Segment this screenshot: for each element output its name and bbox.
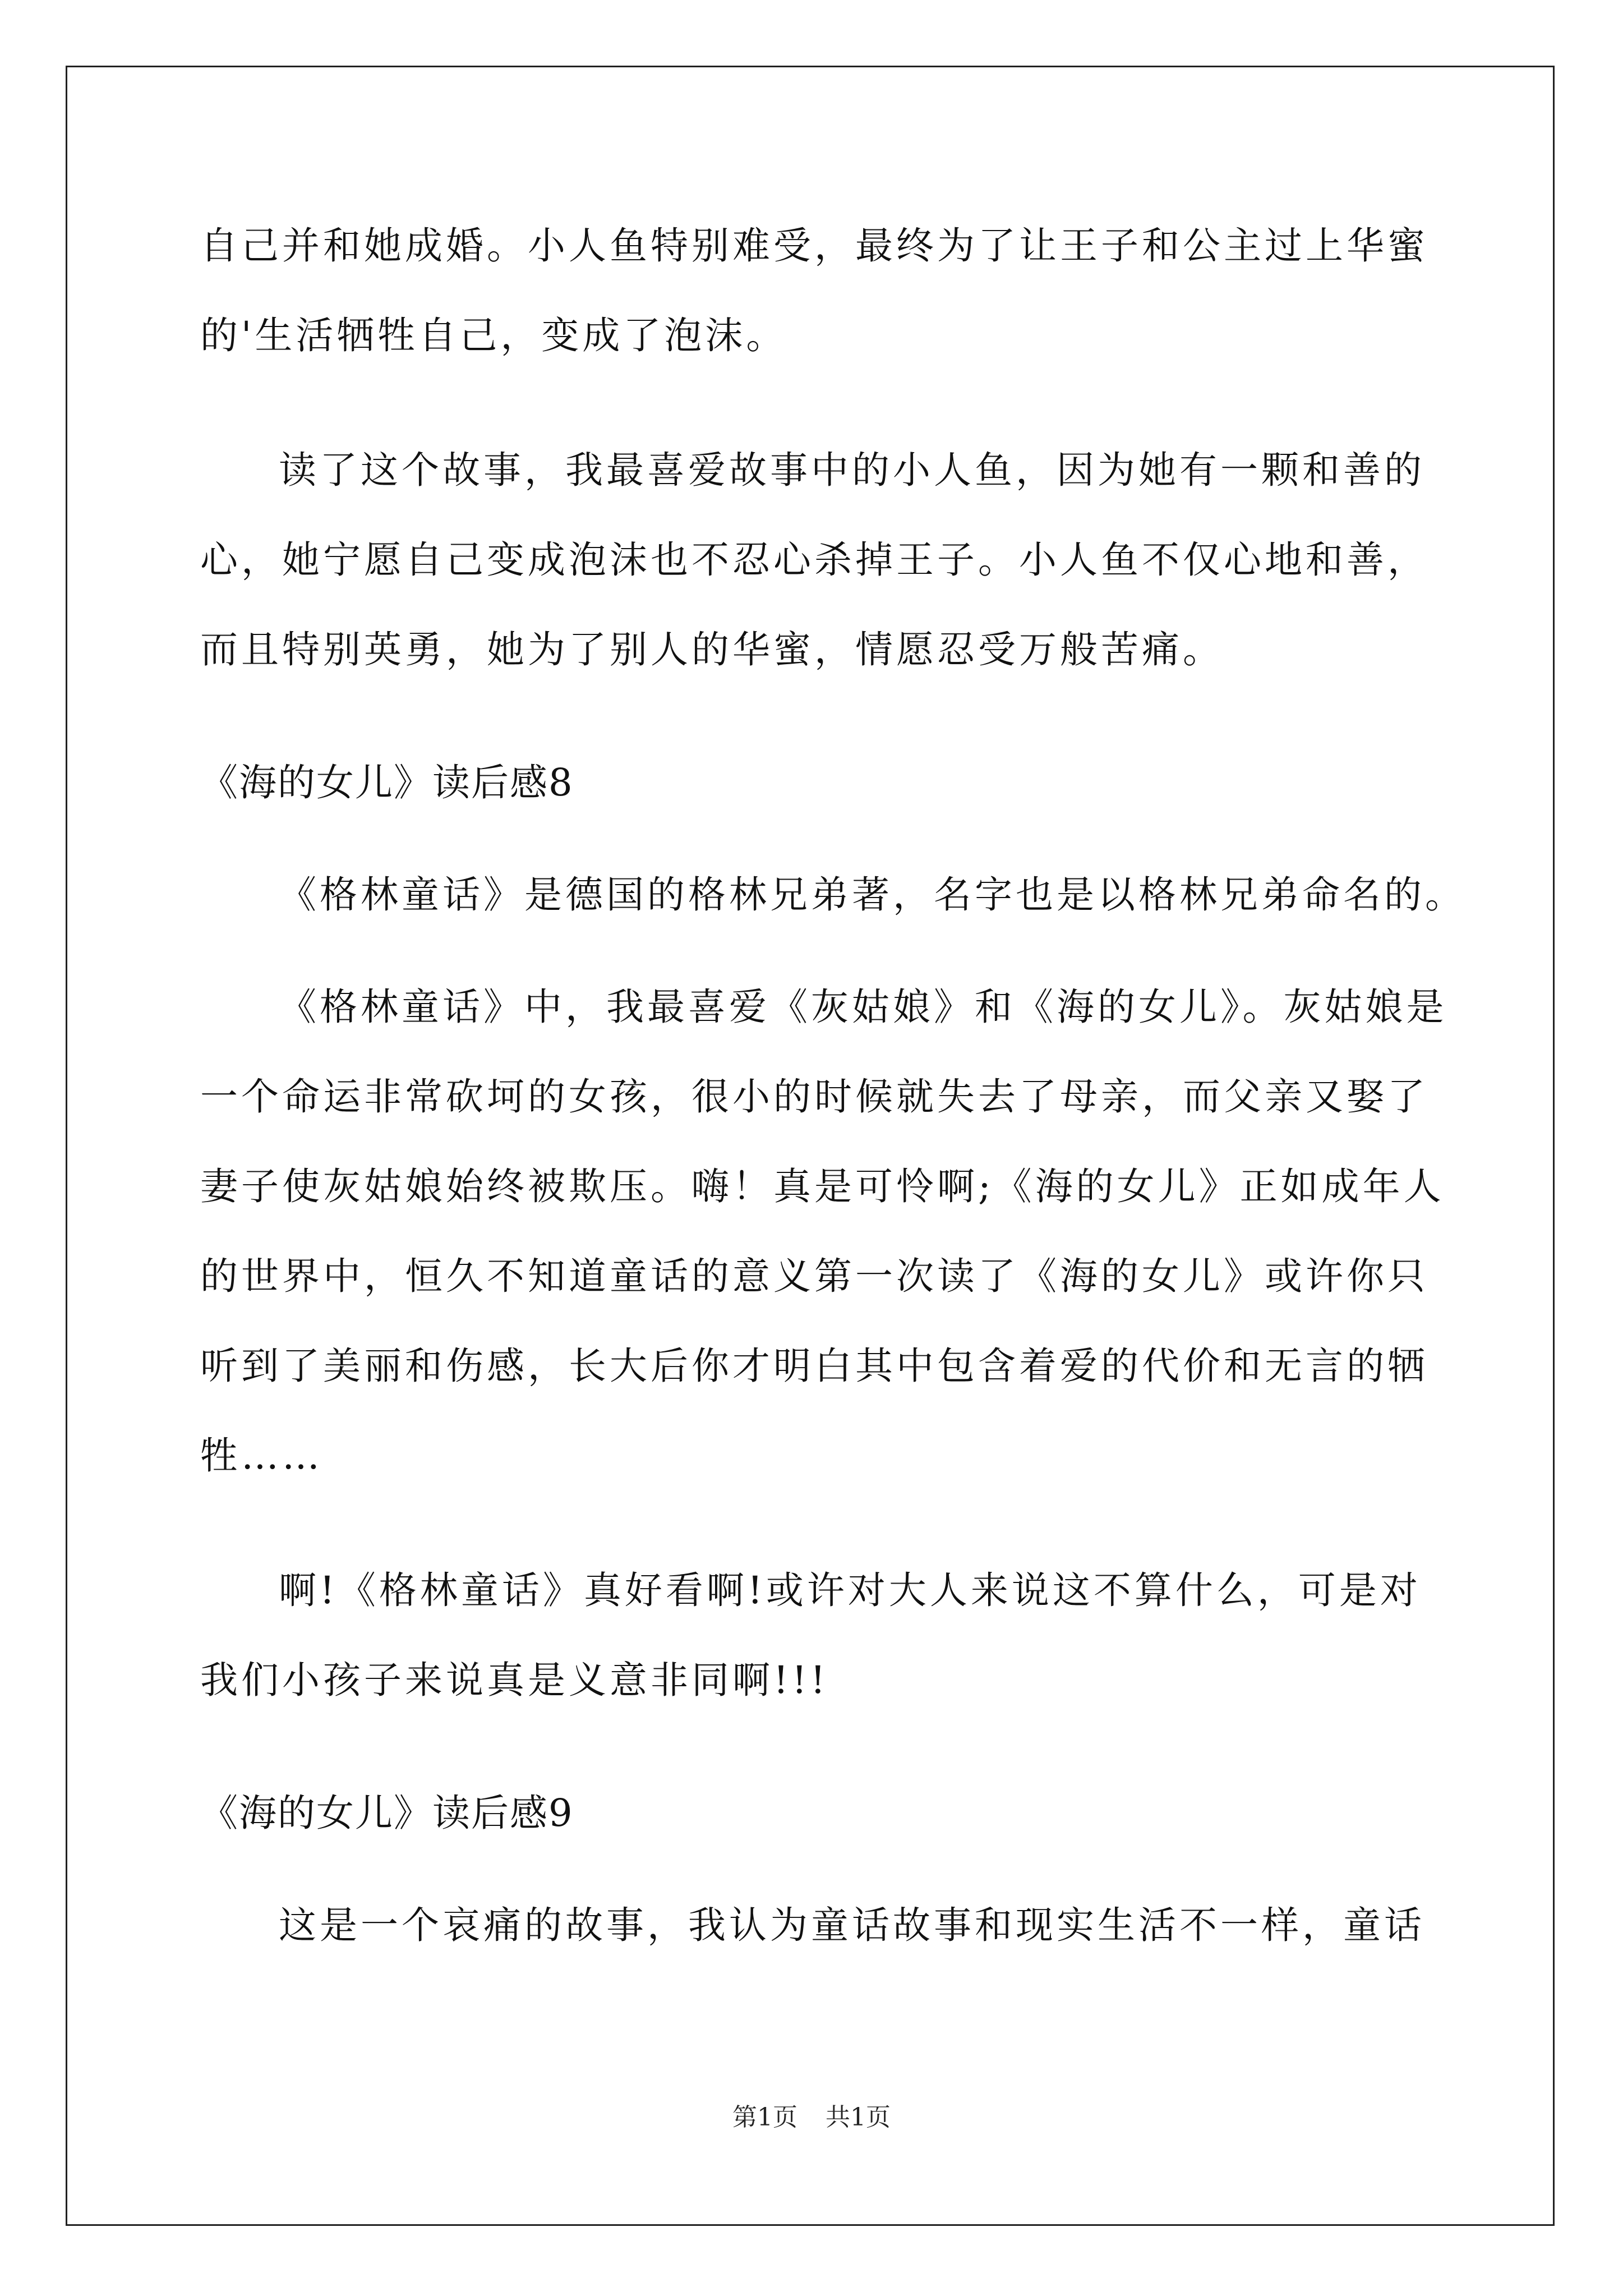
section-heading: 《海的女儿》读后感9 xyxy=(200,1791,574,1835)
paragraph-line: 心，她宁愿自己变成泡沫也不忍心杀掉王子。小人鱼不仅心地和善， xyxy=(200,538,1428,582)
paragraph-line: 这是一个哀痛的故事，我认为童话故事和现实生活不一样，童话 xyxy=(279,1903,1425,1947)
paragraph-line: 而且特别英勇，她为了别人的华蜜，情愿忍受万般苦痛。 xyxy=(200,628,1224,671)
page-number: 第1页 xyxy=(732,2103,797,2132)
paragraph-line: 啊!《格林童话》真好看啊!或许对大人来说这不算什么，可是对 xyxy=(279,1568,1421,1612)
paragraph-line: 《格林童话》是德国的格林兄弟著，名字也是以格林兄弟命名的。 xyxy=(279,873,1466,917)
paragraph-line: 读了这个故事，我最喜爱故事中的小人鱼，因为她有一颗和善的 xyxy=(279,448,1425,492)
page-footer xyxy=(0,2101,1623,2134)
paragraph-line: 一个命运非常砍坷的女孩，很小的时候就失去了母亲，而父亲又娶了 xyxy=(200,1075,1428,1119)
section-heading: 《海的女儿》读后感8 xyxy=(200,761,574,804)
paragraph-line: 妻子使灰姑娘始终被欺压。嗨！真是可怜啊;《海的女儿》正如成年人 xyxy=(200,1165,1445,1208)
paragraph-line: 《格林童话》中，我最喜爱《灰姑娘》和《海的女儿》。灰姑娘是 xyxy=(279,985,1447,1029)
paragraph-line: 的世界中，恒久不知道童话的意义第一次读了《海的女儿》或许你只 xyxy=(200,1254,1428,1298)
paragraph-line: 的'生活牺牲自己，变成了泡沫。 xyxy=(200,314,787,357)
paragraph-line: 我们小孩子来说真是义意非同啊!!! xyxy=(200,1658,829,1702)
paragraph-line: 听到了美丽和伤感，长大后你才明白其中包含着爱的代价和无言的牺 xyxy=(200,1344,1428,1388)
page-border xyxy=(66,66,1555,2226)
paragraph-line: 牲…… xyxy=(200,1434,323,1478)
paragraph-line: 自己并和她成婚。小人鱼特别难受，最终为了让王子和公主过上华蜜 xyxy=(200,224,1428,268)
page-total: 共1页 xyxy=(826,2103,891,2132)
